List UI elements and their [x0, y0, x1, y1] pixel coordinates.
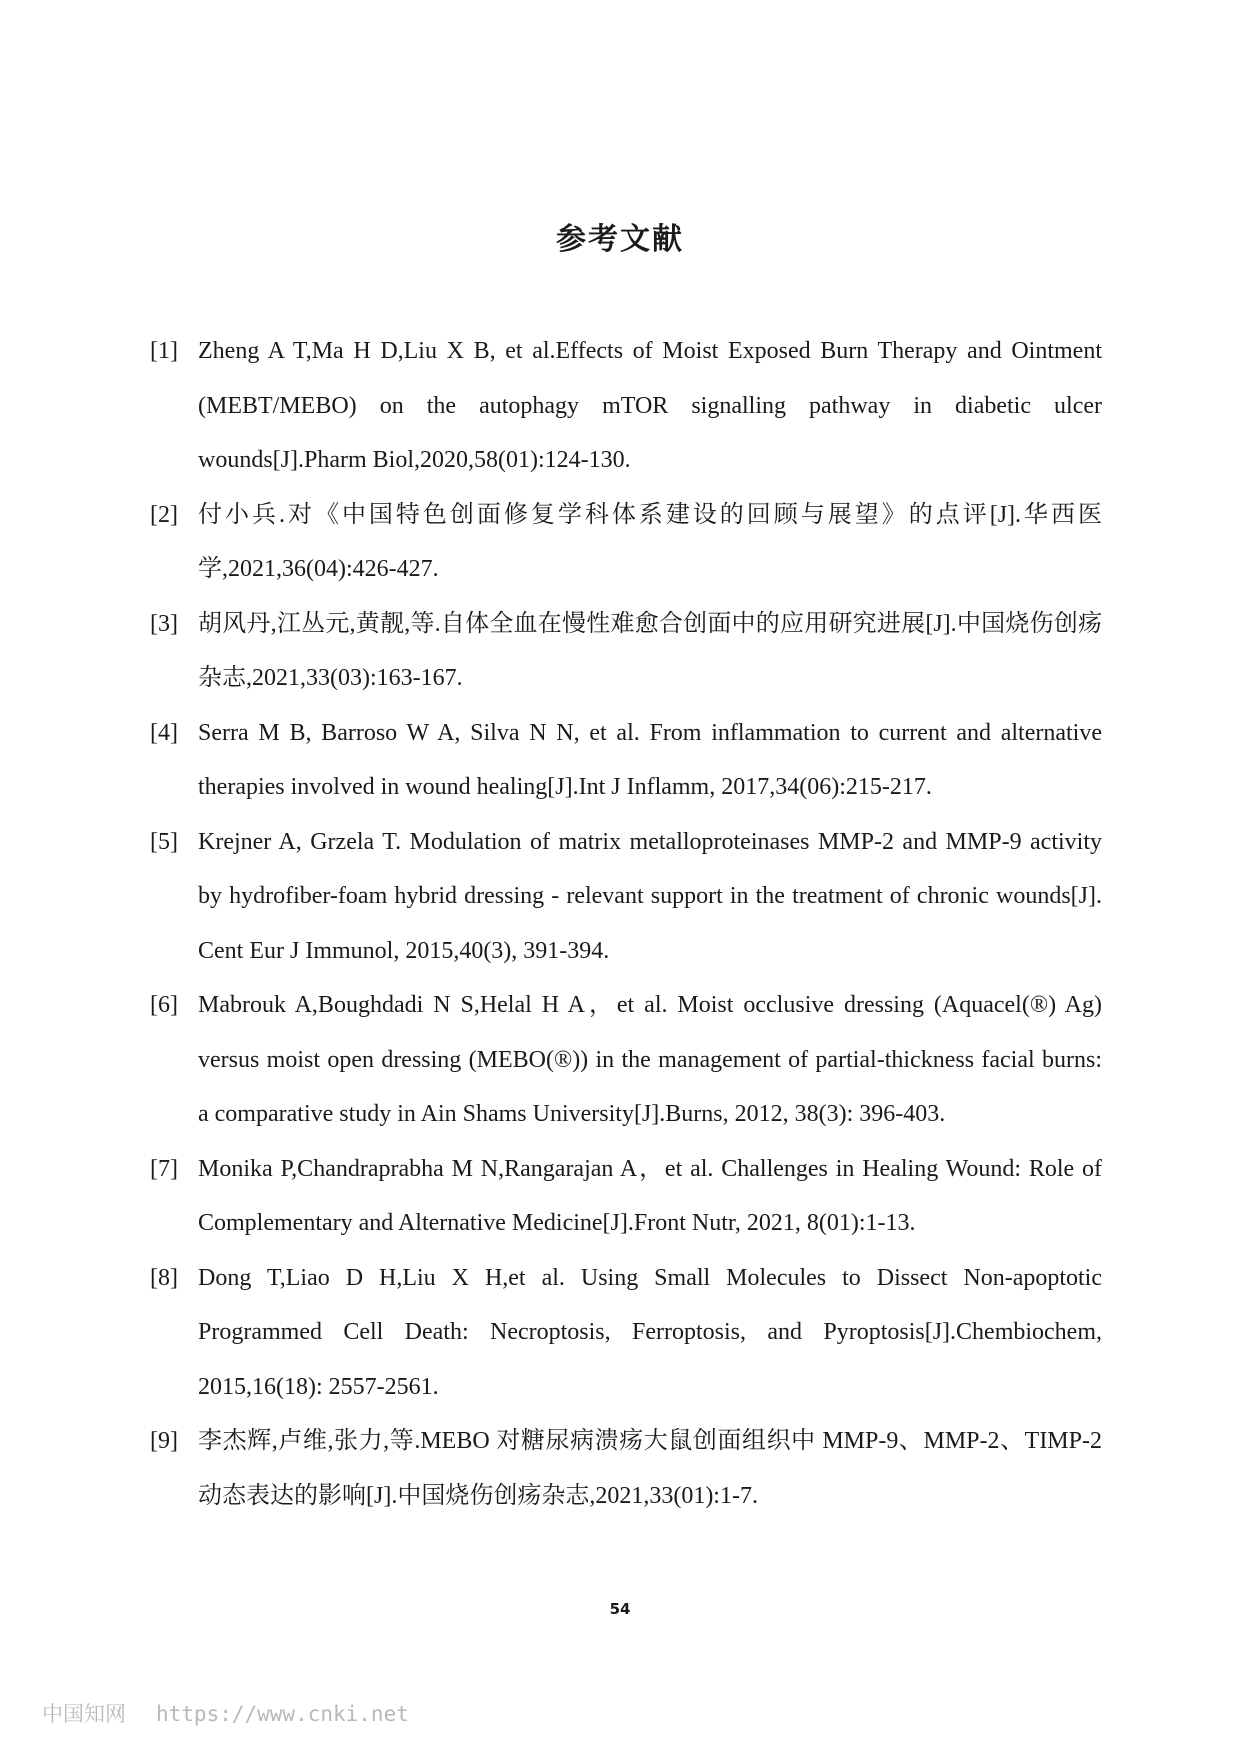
- reference-item: [150, 597, 1102, 706]
- reference-number: [7]: [150, 1155, 178, 1182]
- reference-text: 付小兵.对《中国特色创面修复学科体系建设的回顾与展望》的点评[J].华西医学,2021,36(04):426-427.: [198, 501, 1102, 582]
- reference-number: [1]: [150, 338, 178, 364]
- reference-number: [5]: [150, 828, 178, 855]
- reference-number: [6]: [150, 992, 178, 1018]
- reference-text: Dong T,Liao D H,Liu X H,et al. Using Small Molecules to Dissect Non-apoptotic Programmed Cell Death: Necroptosis, Ferroptosis, and Pyroptosis[J].Chembiochem, 2015,16(18): 2557-2561.: [198, 1264, 1102, 1400]
- page-number: 54: [609, 1600, 631, 1618]
- watermark-url: https://www.cnki.net: [156, 1702, 409, 1726]
- reference-item: [150, 488, 1102, 597]
- reference-item: [150, 324, 1102, 488]
- reference-number: [2]: [150, 501, 178, 528]
- reference-number: [8]: [150, 1264, 178, 1291]
- page-title: 参考文献: [556, 222, 684, 257]
- watermark-site-name: 中国知网: [42, 1702, 126, 1726]
- footer-watermark: [42, 1698, 409, 1728]
- reference-item: [150, 978, 1102, 1142]
- reference-item: [150, 1142, 1102, 1251]
- reference-list: [150, 324, 1102, 1523]
- reference-text: Serra M B, Barroso W A, Silva N N, et al. From inflammation to current and alternative therapies involved in wound healing[J].Int J Inflamm, 2017,34(06):215-217.: [198, 719, 1102, 800]
- reference-text: Mabrouk A,Boughdadi N S,Helal H A，et al. Moist occlusive dressing (Aquacel(®) Ag) versus moist open dressing (MEBO(®)) in the management of partial-thickness facial burns: a comparative study in Ain Shams University[J].Burns, 2012, 38(3): 396-403.: [198, 992, 1102, 1127]
- reference-item: [150, 1414, 1102, 1523]
- reference-text: Zheng A T,Ma H D,Liu X B, et al.Effects of Moist Exposed Burn Therapy and Ointment (MEBT/MEBO) on the autophagy mTOR signalling pathway in diabetic ulcer wounds[J].Pharm Biol,2020,58(01):124-130.: [198, 338, 1102, 473]
- reference-item: [150, 706, 1102, 815]
- reference-item: [150, 815, 1102, 979]
- reference-number: [9]: [150, 1428, 178, 1454]
- reference-text: 李杰辉,卢维,张力,等.MEBO 对糖尿病溃疡大鼠创面组织中 MMP-9、MMP-2、TIMP-2 动态表达的影响[J].中国烧伤创疡杂志,2021,33(01):1-7.: [198, 1428, 1102, 1509]
- reference-text: Monika P,Chandraprabha M N,Rangarajan A，et al. Challenges in Healing Wound: Role of Complementary and Alternative Medicine[J].Front Nutr, 2021, 8(01):1-13.: [198, 1155, 1102, 1236]
- reference-number: [3]: [150, 610, 178, 637]
- reference-text: 胡风丹,江丛元,黄靓,等.自体全血在慢性难愈合创面中的应用研究进展[J].中国烧伤创疡杂志,2021,33(03):163-167.: [198, 610, 1102, 691]
- reference-text: Krejner A, Grzela T. Modulation of matrix metalloproteinases MMP-2 and MMP-9 activity by hydrofiber-foam hybrid dressing - relevant support in the treatment of chronic wounds[J]. Cent Eur J Immunol, 2015,40(3), 391-394.: [198, 828, 1102, 964]
- reference-item: [150, 1251, 1102, 1415]
- reference-number: [4]: [150, 719, 178, 746]
